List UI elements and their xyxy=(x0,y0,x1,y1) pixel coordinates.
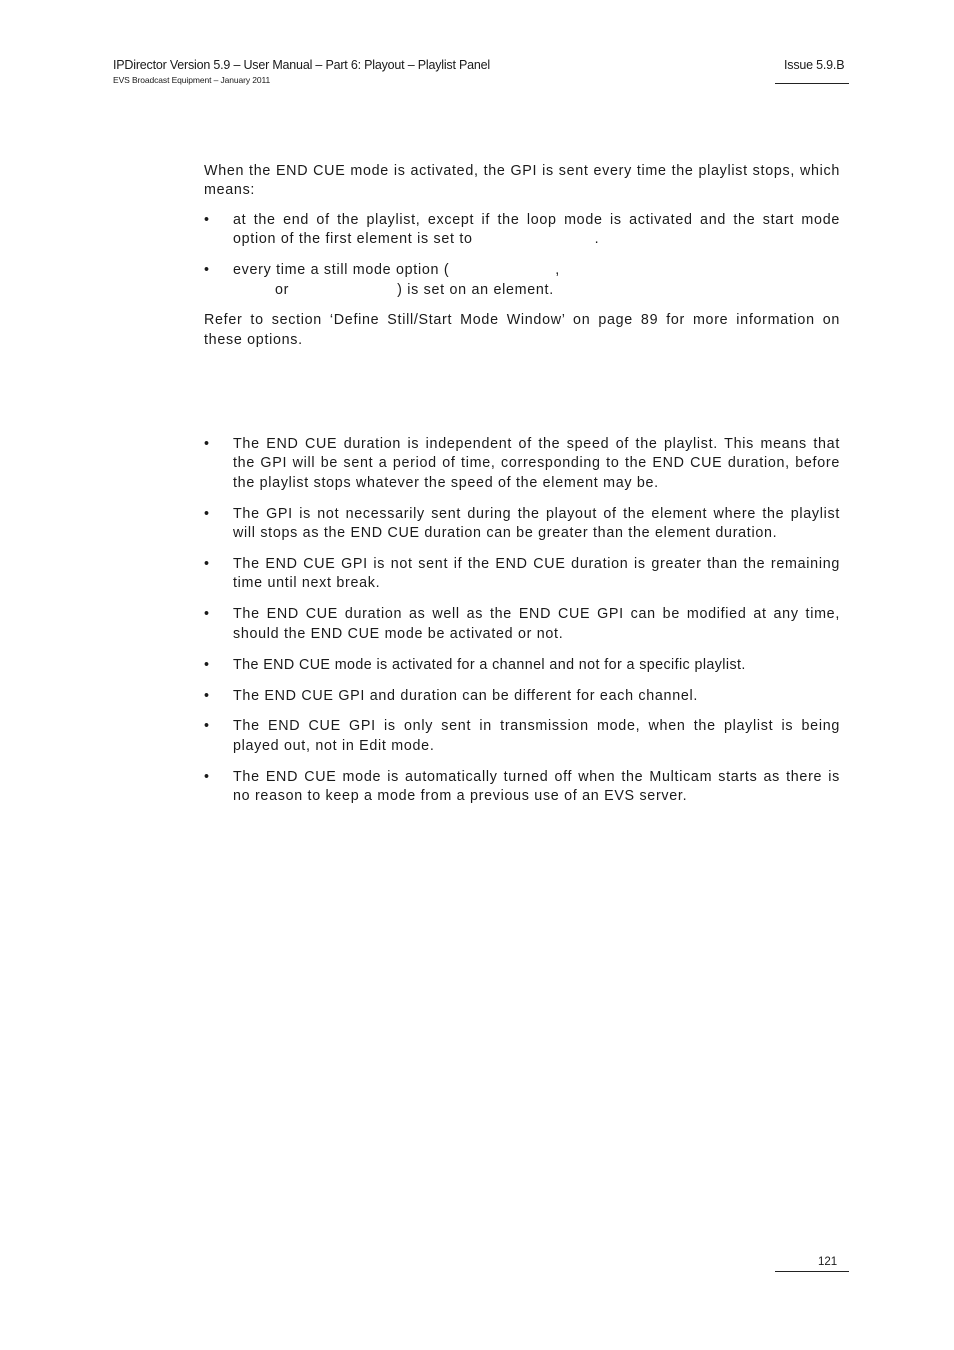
list-item-text: at the end of the playlist, except if the loop mode is activated and the start mode option of the first element is set to xyxy=(233,211,840,248)
list-item xyxy=(204,656,840,675)
list-item-comma: , xyxy=(555,262,560,279)
bullet-icon: • xyxy=(204,718,210,735)
list-item xyxy=(204,605,840,644)
bullet-icon: • xyxy=(204,606,210,623)
list-item xyxy=(204,211,840,250)
list-item xyxy=(204,555,840,594)
bullet-icon: • xyxy=(204,656,210,673)
list-item-text: The END CUE GPI is not sent if the END CUE duration is greater than the remaining time until next break. xyxy=(233,556,840,592)
bullet-icon: • xyxy=(204,211,210,228)
bullet-icon: • xyxy=(204,687,210,704)
list-item xyxy=(204,435,840,493)
bullet-icon: • xyxy=(204,556,210,573)
header-issue: Issue 5.9.B xyxy=(784,58,845,72)
list-item xyxy=(204,505,840,544)
list-item xyxy=(204,768,840,807)
list-item-end: . xyxy=(594,231,600,248)
list-item-text: The GPI is not necessarily sent during the playout of the element where the playlist will stops as the END CUE duration can be greater than the element duration. xyxy=(233,505,840,542)
list-item-text: The END CUE GPI and duration can be different for each channel. xyxy=(233,687,699,704)
list-item-text: The END CUE duration is independent of the speed of the playlist. This means that the GPI will be sent a period of time, corresponding to the END CUE duration, before the playlist stops whatever the speed of the element may be. xyxy=(233,436,840,491)
section-end-cue-notes xyxy=(204,435,840,818)
list-item xyxy=(204,687,840,706)
header-subtitle: EVS Broadcast Equipment – January 2011 xyxy=(113,75,271,85)
refer-paragraph: Refer to section ‘Define Still/Start Mode Window’ on page 89 for more information on these options. xyxy=(204,312,840,348)
bullet-icon: • xyxy=(204,768,210,785)
header-title: IPDirector Version 5.9 – User Manual – Part 6: Playout – Playlist Panel xyxy=(113,58,490,72)
bullet-icon: • xyxy=(204,505,210,522)
list-item-text: The END CUE duration as well as the END CUE GPI can be modified at any time, should the END CUE mode be activated or not. xyxy=(233,606,840,642)
end-cue-notes-list xyxy=(204,435,840,807)
bullet-icon: • xyxy=(204,436,210,452)
list-item-or: or xyxy=(275,281,290,298)
page-number: 121 xyxy=(818,1256,838,1268)
header-rule xyxy=(775,83,849,84)
list-item-text: The END CUE mode is activated for a channel and not for a specific playlist. xyxy=(233,656,746,673)
list-item-text: The END CUE mode is automatically turned off when the Multicam starts as there is no reason to keep a mode from a previous use of an EVS server. xyxy=(233,768,840,805)
list-item xyxy=(204,717,840,756)
intro-paragraph: When the END CUE mode is activated, the GPI is sent every time the playlist stops, which means: xyxy=(204,163,840,199)
list-item-text-part1: every time a still mode option ( xyxy=(233,262,450,279)
list-item-text: The END CUE GPI is only sent in transmission mode, when the playlist is being played out, not in Edit mode. xyxy=(233,718,840,754)
gpi-conditions-list xyxy=(204,211,840,300)
bullet-icon: • xyxy=(204,262,210,279)
list-item xyxy=(204,261,840,300)
footer-rule xyxy=(775,1271,849,1272)
list-item-text-part2: ) is set on an element. xyxy=(397,281,554,298)
section-end-cue-gpi xyxy=(204,162,840,360)
